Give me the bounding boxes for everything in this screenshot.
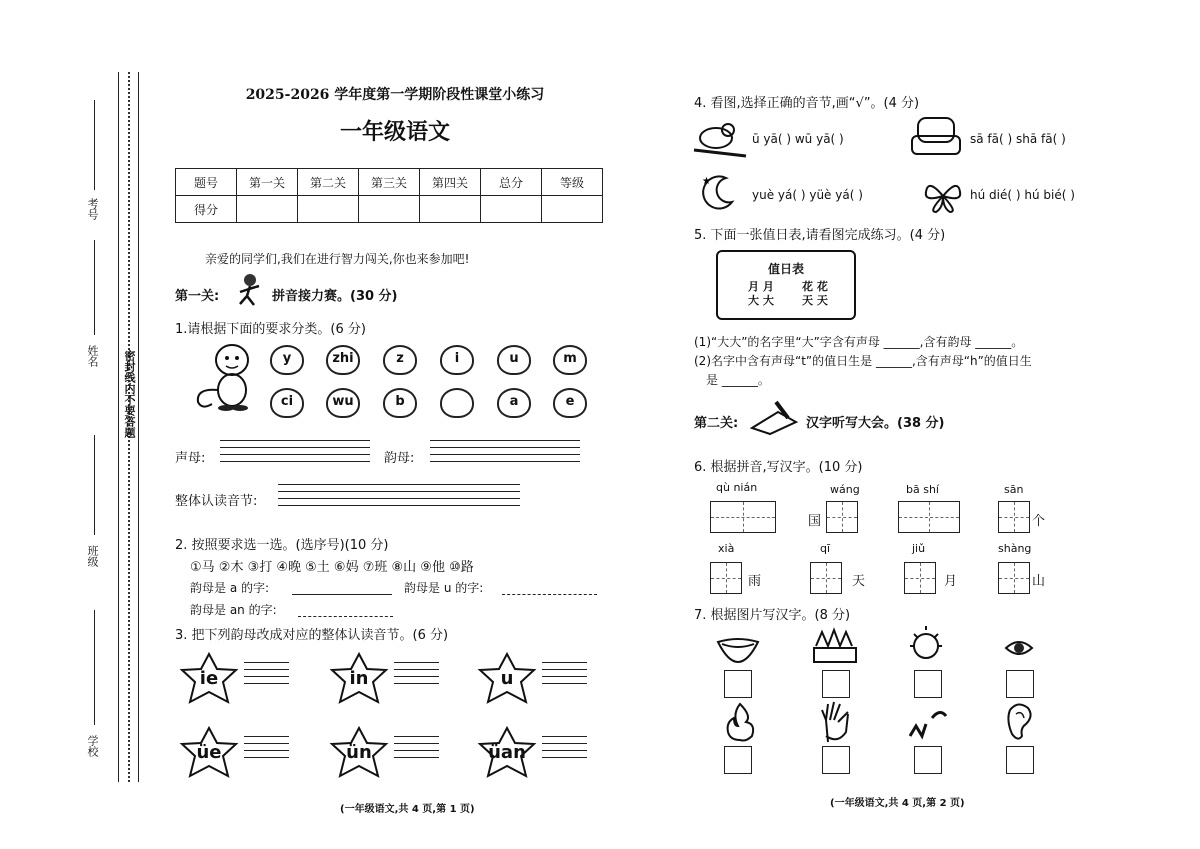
q2-u-answer[interactable] bbox=[502, 594, 597, 595]
scroll-title: 值日表 bbox=[767, 262, 804, 276]
peach-card: b bbox=[383, 388, 417, 418]
yunmu-label: 韵母: bbox=[384, 451, 415, 466]
tianzige-box[interactable] bbox=[710, 501, 776, 533]
q2-options: ①马 ②木 ③打 ④晚 ⑤土 ⑥妈 ⑦班 ⑧山 ⑨他 ⑩路 bbox=[190, 560, 474, 575]
hanzi-char: 雨 bbox=[748, 574, 762, 589]
tianzige-box[interactable] bbox=[710, 562, 742, 594]
score-cell[interactable] bbox=[298, 196, 359, 223]
score-cell[interactable] bbox=[237, 196, 298, 223]
section1-prefix: 第一关: bbox=[175, 289, 220, 304]
score-cell[interactable] bbox=[481, 196, 542, 223]
q5-sub2[interactable]: (2)名字中含有声母“t”的值日生是 ______,含有声母“h”的值日生 bbox=[694, 354, 1032, 368]
tianzige-box[interactable] bbox=[998, 501, 1030, 533]
yunmu-answer-lines[interactable] bbox=[430, 440, 580, 468]
peach-card: ci bbox=[270, 388, 304, 418]
class-field[interactable] bbox=[94, 435, 95, 535]
score-header: 题号 bbox=[176, 169, 237, 196]
name-field[interactable] bbox=[94, 240, 95, 335]
sun-icon bbox=[906, 624, 946, 664]
peach-card: u bbox=[497, 345, 531, 375]
star-answer-lines[interactable] bbox=[542, 662, 587, 690]
peach-card: wu bbox=[326, 388, 360, 418]
peach-card: zhi bbox=[326, 345, 360, 375]
peach-card: m bbox=[553, 345, 587, 375]
score-header: 第四关 bbox=[420, 169, 481, 196]
pinyin-label: qù nián bbox=[716, 481, 758, 494]
q2-u-label: 韵母是 u 的字: bbox=[404, 581, 484, 595]
q2-title: 2. 按照要求选一选。(选序号)(10 分) bbox=[175, 538, 389, 553]
q6-title: 6. 根据拼音,写汉字。(10 分) bbox=[694, 460, 863, 475]
q4-row2b[interactable]: hú dié( ) hú bié( ) bbox=[970, 188, 1075, 202]
hanzi-char: 山 bbox=[1032, 574, 1046, 589]
answer-box[interactable] bbox=[822, 746, 850, 774]
q4-row1b[interactable]: sā fā( ) shā fā( ) bbox=[970, 132, 1066, 146]
pinyin-label: shàng bbox=[998, 542, 1032, 555]
crow-icon bbox=[690, 116, 748, 160]
duty-scroll bbox=[716, 250, 856, 320]
scroll-name: 花 花 bbox=[802, 280, 828, 293]
score-header: 第二关 bbox=[298, 169, 359, 196]
q5-title: 5. 下面一张值日表,请看图完成练习。(4 分) bbox=[694, 228, 946, 243]
binding-line-outer bbox=[118, 72, 119, 782]
star-answer-lines[interactable] bbox=[394, 662, 439, 690]
scroll-name: 大 大 bbox=[748, 294, 774, 307]
q7-title: 7. 根据图片写汉字。(8 分) bbox=[694, 608, 851, 623]
hanzi-char: 月 bbox=[944, 574, 958, 589]
q1-title: 1.请根据下面的要求分类。(6 分) bbox=[175, 322, 366, 337]
star-card: in bbox=[328, 652, 390, 706]
svg-text:★: ★ bbox=[702, 176, 711, 187]
peach-card bbox=[440, 388, 474, 418]
star-answer-lines[interactable] bbox=[244, 662, 289, 690]
peach-card: z bbox=[383, 345, 417, 375]
score-header: 等级 bbox=[542, 169, 603, 196]
answer-box[interactable] bbox=[914, 746, 942, 774]
runner-icon bbox=[232, 272, 266, 308]
monkey-icon bbox=[186, 340, 256, 412]
bird-icon bbox=[906, 706, 948, 742]
scroll-name: 月 月 bbox=[748, 280, 774, 293]
page2-footer: (一年级语文,共 4 页,第 2 页) bbox=[830, 798, 965, 809]
star-answer-lines[interactable] bbox=[394, 736, 439, 764]
score-header: 总分 bbox=[481, 169, 542, 196]
peach-card: i bbox=[440, 345, 474, 375]
q4-row2a[interactable]: yuè yá( ) yüè yá( ) bbox=[752, 188, 863, 202]
seal-note: 密封线内不要答题 bbox=[123, 350, 136, 438]
pinyin-label: sān bbox=[1004, 483, 1024, 496]
tianzige-box[interactable] bbox=[826, 501, 858, 533]
star-answer-lines[interactable] bbox=[244, 736, 289, 764]
writing-icon bbox=[748, 398, 800, 436]
zhengti-label: 整体认读音节: bbox=[175, 494, 258, 509]
q4-row1a[interactable]: ū yā( ) wū yā( ) bbox=[752, 132, 844, 146]
page-subtitle: 一年级语文 bbox=[339, 119, 450, 145]
section2-title: 汉字听写大会。(38 分) bbox=[806, 416, 945, 431]
butterfly-icon bbox=[922, 178, 964, 214]
pinyin-label: wáng bbox=[830, 483, 860, 496]
tianzige-box[interactable] bbox=[810, 562, 842, 594]
star-card: ün bbox=[328, 726, 390, 780]
scroll-name: 天 天 bbox=[802, 294, 828, 307]
hand-icon bbox=[818, 700, 854, 744]
tianzige-box[interactable] bbox=[898, 501, 960, 533]
q2-a-answer[interactable] bbox=[292, 594, 392, 595]
score-header: 第三关 bbox=[359, 169, 420, 196]
exam-no-label: 考号 bbox=[86, 198, 99, 220]
score-cell[interactable] bbox=[542, 196, 603, 223]
zhengti-answer-lines[interactable] bbox=[278, 484, 520, 512]
tianzige-box[interactable] bbox=[998, 562, 1030, 594]
score-table bbox=[175, 168, 603, 223]
page-title: 2025-2026 学年度第一学期阶段性课堂小练习 bbox=[245, 87, 545, 103]
ear-icon bbox=[1004, 700, 1034, 742]
star-card: ie bbox=[178, 652, 240, 706]
q3-title: 3. 把下列韵母改成对应的整体认读音节。(6 分) bbox=[175, 628, 449, 643]
answer-box[interactable] bbox=[914, 670, 942, 698]
section2-prefix: 第二关: bbox=[694, 416, 739, 431]
hanzi-char: 天 bbox=[852, 574, 866, 589]
moon-icon bbox=[700, 172, 740, 212]
tianzige-box[interactable] bbox=[904, 562, 936, 594]
pinyin-label: xià bbox=[718, 542, 735, 555]
answer-box[interactable] bbox=[822, 670, 850, 698]
grass-icon bbox=[810, 626, 860, 666]
q5-sub1[interactable]: (1)“大大”的名字里“大”字含有声母 ______,含有韵母 ______。 bbox=[694, 335, 1024, 349]
fire-icon bbox=[722, 702, 758, 742]
q2-an-answer[interactable] bbox=[298, 616, 393, 617]
hanzi-char: 国 bbox=[808, 514, 822, 529]
shengmu-answer-lines[interactable] bbox=[220, 440, 370, 468]
shengmu-label: 声母: bbox=[175, 451, 206, 466]
answer-box[interactable] bbox=[724, 670, 752, 698]
star-answer-lines[interactable] bbox=[542, 736, 587, 764]
answer-box[interactable] bbox=[724, 746, 752, 774]
class-label: 班级 bbox=[86, 545, 99, 567]
score-row-label: 得分 bbox=[176, 196, 237, 223]
answer-box[interactable] bbox=[1006, 746, 1034, 774]
score-cell[interactable] bbox=[420, 196, 481, 223]
peach-card: a bbox=[497, 388, 531, 418]
pinyin-label: jiǔ bbox=[912, 542, 926, 555]
mouth-icon bbox=[714, 634, 762, 664]
section1-title: 拼音接力赛。(30 分) bbox=[272, 289, 398, 304]
q2-a-label: 韵母是 a 的字: bbox=[190, 581, 270, 595]
star-card: u bbox=[476, 652, 538, 706]
q5-sub2b[interactable]: 是 ______。 bbox=[706, 373, 770, 387]
peach-card: e bbox=[553, 388, 587, 418]
sofa-icon bbox=[910, 114, 962, 162]
greeting: 亲爱的同学们,我们在进行智力闯关,你也来参加吧! bbox=[205, 252, 470, 266]
page1-footer: (一年级语文,共 4 页,第 1 页) bbox=[340, 804, 475, 815]
hanzi-char: 个 bbox=[1032, 514, 1046, 529]
exam-no-field[interactable] bbox=[94, 100, 95, 190]
binding-line-inner bbox=[138, 72, 139, 782]
star-card: üan bbox=[476, 726, 538, 780]
pinyin-label: qī bbox=[820, 542, 831, 555]
answer-box[interactable] bbox=[1006, 670, 1034, 698]
q2-an-label: 韵母是 an 的字: bbox=[190, 603, 277, 617]
peach-card: y bbox=[270, 345, 304, 375]
pinyin-label: bā shí bbox=[906, 483, 939, 496]
school-field[interactable] bbox=[94, 610, 95, 725]
eye-icon bbox=[1004, 634, 1034, 662]
school-label: 学校 bbox=[86, 735, 99, 757]
name-label: 姓名 bbox=[86, 345, 99, 367]
star-card: üe bbox=[178, 726, 240, 780]
q4-title: 4. 看图,选择正确的音节,画“√”。(4 分) bbox=[694, 96, 920, 111]
score-cell[interactable] bbox=[359, 196, 420, 223]
score-header: 第一关 bbox=[237, 169, 298, 196]
